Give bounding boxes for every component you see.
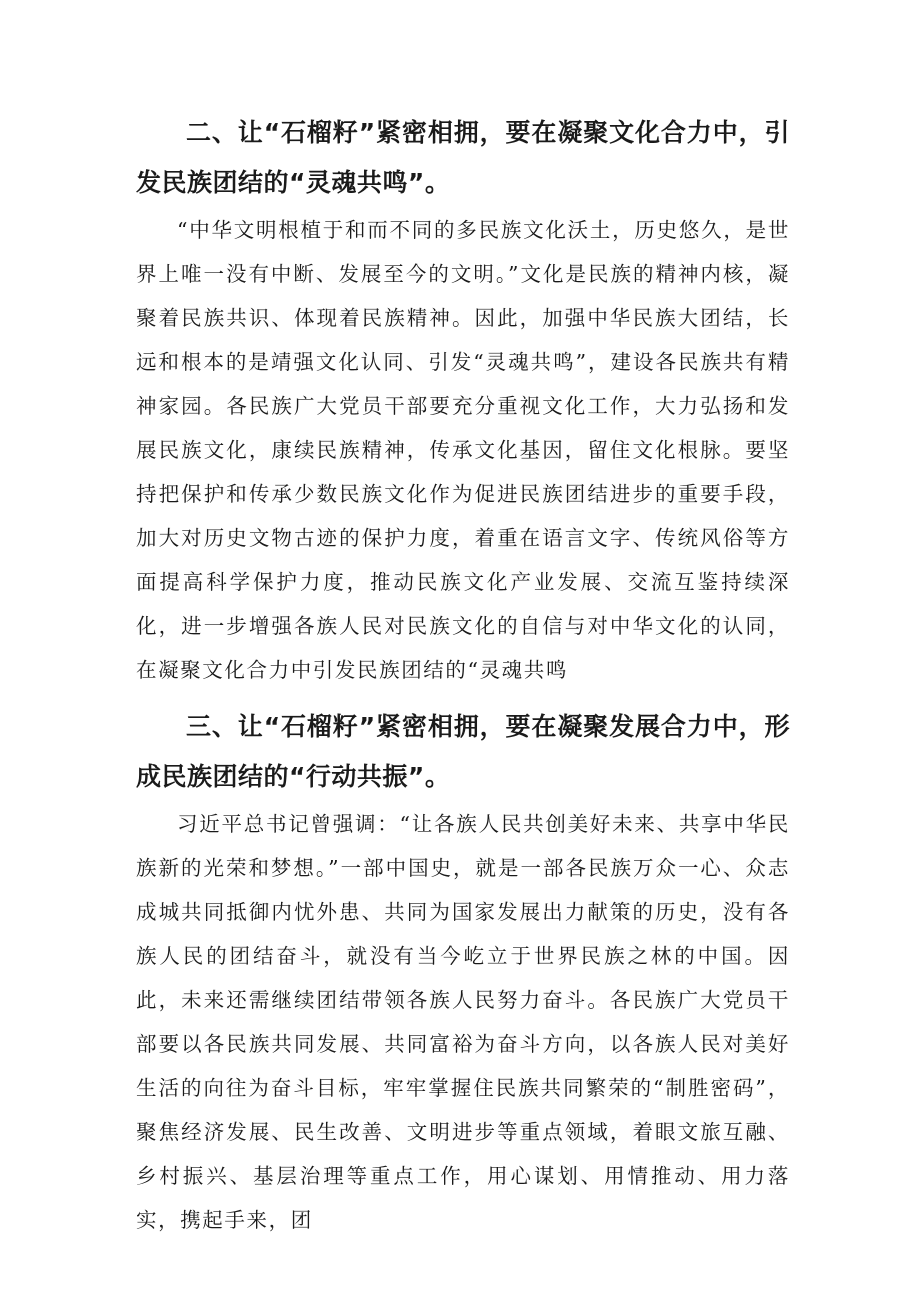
section-2-heading: 二、让“石榴籽”紧密相拥，要在凝聚文化合力中，引发民族团结的“灵魂共鸣”。	[136, 118, 790, 197]
section-2-paragraph: “中华文明根植于和而不同的多民族文化沃土，历史悠久，是世界上唯一没有中断、发展至今的文明。”文化是民族的精神内核，凝聚着民族共识、体现着民族精神。因此，加强中华民族大团结，长远和根本的是靖强文化认同、引发“灵魂共鸣”，建设各民族共有精神家园。各民族广大党员干部要充分重视文化工作，大力弘扬和发展民族文化，康续民族精神，传承文化基因，留住文化根脉。要坚持把保护和传承少数民族文化作为促进民族团结进步的重要手段，加大对历史文物古迹的保护力度，着重在语言文字、传统风俗等方面提高科学保护力度，推动民族文化产业发展、交流互鉴持续深化，进一步增强各族人民对民族文化的自信与对中华文化的认同，在凝聚文化合力中引发民族团结的“灵魂共鸣	[136, 218, 790, 682]
document-page	[136, 108, 790, 1242]
section-3-heading: 三、让“石榴籽”紧密相拥，要在凝聚发展合力中，形成民族团结的“行动共振”。	[136, 712, 790, 791]
section-3-paragraph: 习近平总书记曾强调：“让各族人民共创美好未来、共享中华民族新的光荣和梦想。”一部中国史，就是一部各民族万众一心、众志成城共同抵御内忧外患、共同为国家发展出力献策的历史，没有各族人民的团结奋斗，就没有当今屹立于世界民族之林的中国。因此，未来还需继续团结带领各族人民努力奋斗。各民族广大党员干部要以各民族共同发展、共同富裕为奋斗方向，以各族人民对美好生活的向往为奋斗目标，牢牢掌握住民族共同繁荣的“制胜密码”，聚焦经济发展、民生改善、文明进步等重点领域，着眼文旅互融、乡村振兴、基层治理等重点工作，用心谋划、用情推动、用力落实，携起手来，团	[136, 812, 790, 1232]
